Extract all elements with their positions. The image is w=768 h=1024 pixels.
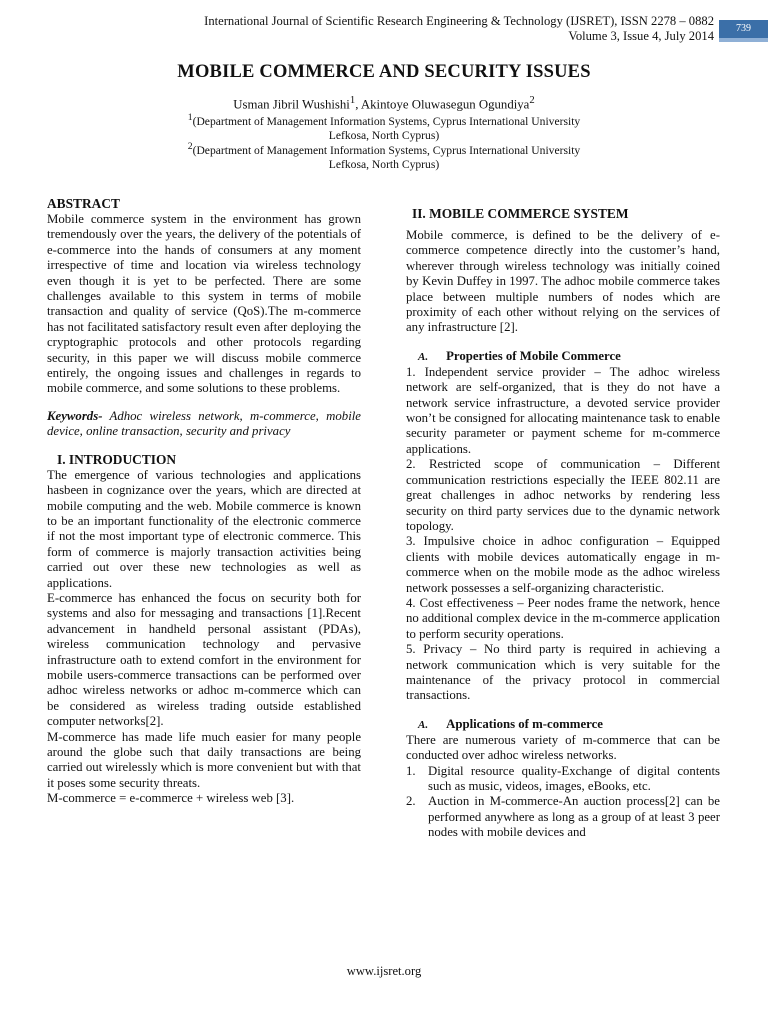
keywords: [47, 409, 361, 440]
affiliation-1-sup: 1: [187, 112, 193, 123]
left-column: [47, 196, 361, 807]
affiliation-1: [160, 111, 608, 143]
footer-url: www.ijsret.org: [346, 964, 422, 978]
right-column: [406, 206, 720, 841]
keywords-label: Keywords-: [47, 408, 103, 423]
page-number-badge: 739: [719, 20, 768, 42]
mobile-commerce-system-heading: II. MOBILE COMMERCE SYSTEM: [412, 206, 629, 221]
mobile-commerce-system-text: Mobile commerce, is defined to be the delivery of e-commerce competence directly into the customer’s hand, wherever through wireless technology was initially coined by Kevin Duffey in 1997. The adhoc mobile commerce takes place between multiple numbers of nodes which are proximity of each other without relying on the services of any infrastructure [2].: [406, 228, 720, 335]
affiliation-1-line2: Lefkosa, North Cyprus): [328, 128, 440, 142]
author-line: [0, 95, 768, 112]
keywords-text: Adhoc wireless network, m-commerce, mobile device, online transaction, security and privacy: [47, 408, 361, 439]
journal-header: [0, 14, 714, 44]
list-item: [406, 764, 720, 795]
properties-title: Properties of Mobile Commerce: [446, 348, 621, 363]
abstract-heading: ABSTRACT: [47, 196, 120, 211]
intro-paragraph-1: The emergence of various technologies and applications hasbeen in cognizance over the years, which are directed at mobile computing and the web. Mobile commerce is known to be an important functionality of the electronic commerce if not the most important type of electronic commerce. This form of commerce is majorly transaction activities being carried out over these new technologies as well as applications.: [47, 467, 361, 590]
author-separator: ,: [355, 97, 361, 112]
intro-paragraph-4: M-commerce = e-commerce + wireless web [3].: [47, 791, 295, 806]
affiliation-2: [160, 140, 608, 172]
list-item-text: Digital resource quality-Exchange of digital contents such as music, videos, images, eBooks, etc.: [428, 763, 720, 793]
properties-heading: [406, 348, 720, 365]
affiliation-2-line1: (Department of Management Information Systems, Cyprus International University: [192, 143, 581, 157]
author-2-sup: 2: [529, 95, 535, 106]
property-item-3: 3. Impulsive choice in adhoc configuration – Equipped clients with mobile devices automatically engage in m-commerce when on the mobile mode as the adhoc wireless network possesses a self-organizing characteristic.: [406, 534, 720, 595]
intro-paragraph-3: M-commerce has made life much easier for many people around the globe such that daily transactions are being carried out wirelessly which is more convenient but with that it poses some security threats.: [47, 729, 361, 790]
journal-name: International Journal of Scientific Research Engineering & Technology (IJSRET), ISSN 2278 – 0882: [204, 14, 714, 28]
journal-issue: Volume 3, Issue 4, July 2014: [568, 29, 714, 43]
list-item-number: 1.: [406, 763, 416, 778]
introduction-heading: I. INTRODUCTION: [57, 451, 177, 467]
author-2: Akintoye Oluwasegun Ogundiya: [360, 97, 530, 112]
applications-intro: There are numerous variety of m-commerce that can be conducted over adhoc wireless networks.: [406, 732, 720, 763]
property-item-1: 1. Independent service provider – The adhoc wireless network are self-organized, that is they do not have a network service infrastructure, a devoted service provider won’t be consigned for allocating maintenance task to enable security parameter or payment scheme for m-commerce applications.: [406, 364, 720, 456]
property-item-4: 4. Cost effectiveness – Peer nodes frame the network, hence no additional complex device in the m-commerce application to perform security operations.: [406, 595, 720, 641]
applications-list: [406, 764, 720, 841]
abstract-text: Mobile commerce system in the environment has grown tremendously over the years, the delivery of the potentials of e-commerce into the hands of consumers at any moment irrespective of time and location via wireless technology even though it is yet to be perfected. There are some challenges available to this system in terms of mobile transaction and quality of service (QoS).The m-commerce has not facilitated satisfactory result even after deploying the cryptographic protocols and other protocols regarding security, in this paper we will discuss mobile commerce entirely, the ongoing issues and challenges in regards to mobile commerce, and some solutions to these problems.: [47, 212, 361, 396]
list-item-text: Auction in M-commerce-An auction process[2] can be performed anywhere as long as a group of at least 3 peer nodes with mobile devices and: [428, 794, 720, 840]
affiliation-2-sup: 2: [187, 141, 193, 152]
property-item-2: 2. Restricted scope of communication – Different communication restrictions especially the IEEE 802.11 are great challenges in adhoc networks by rendering less security on third party services due to the dynamic network topology.: [406, 457, 720, 533]
properties-marker: A.: [418, 350, 429, 363]
applications-title: Applications of m-commerce: [446, 716, 603, 731]
paper-title: MOBILE COMMERCE AND SECURITY ISSUES: [177, 62, 591, 82]
intro-paragraph-2: E-commerce has enhanced the focus on security both for systems and also for messaging and transactions [1].Recent advancement in handheld personal assistant (PDAs), wireless communication technology and pervasive infrastructure oath to extend comfort in the environment for mobile users-commerce transactions can be performed over adhoc wireless networks or adhoc m-commerce which can be considered as wireless trading outside established computer networks[2].: [47, 590, 361, 729]
list-item: [406, 794, 720, 840]
author-1-sup: 1: [349, 95, 356, 106]
author-1: Usman Jibril Wushishi: [233, 97, 350, 112]
affiliation-1-line1: (Department of Management Information Systems, Cyprus International University: [192, 114, 581, 128]
affiliation-2-line2: Lefkosa, North Cyprus): [328, 157, 440, 171]
applications-marker: A.: [418, 718, 429, 731]
applications-heading: [406, 716, 720, 733]
property-item-5: 5. Privacy – No third party is required in achieving a network communication which is very suitable for the maintenance of the privacy protocol in commercial transactions.: [406, 642, 720, 703]
list-item-number: 2.: [406, 794, 416, 809]
